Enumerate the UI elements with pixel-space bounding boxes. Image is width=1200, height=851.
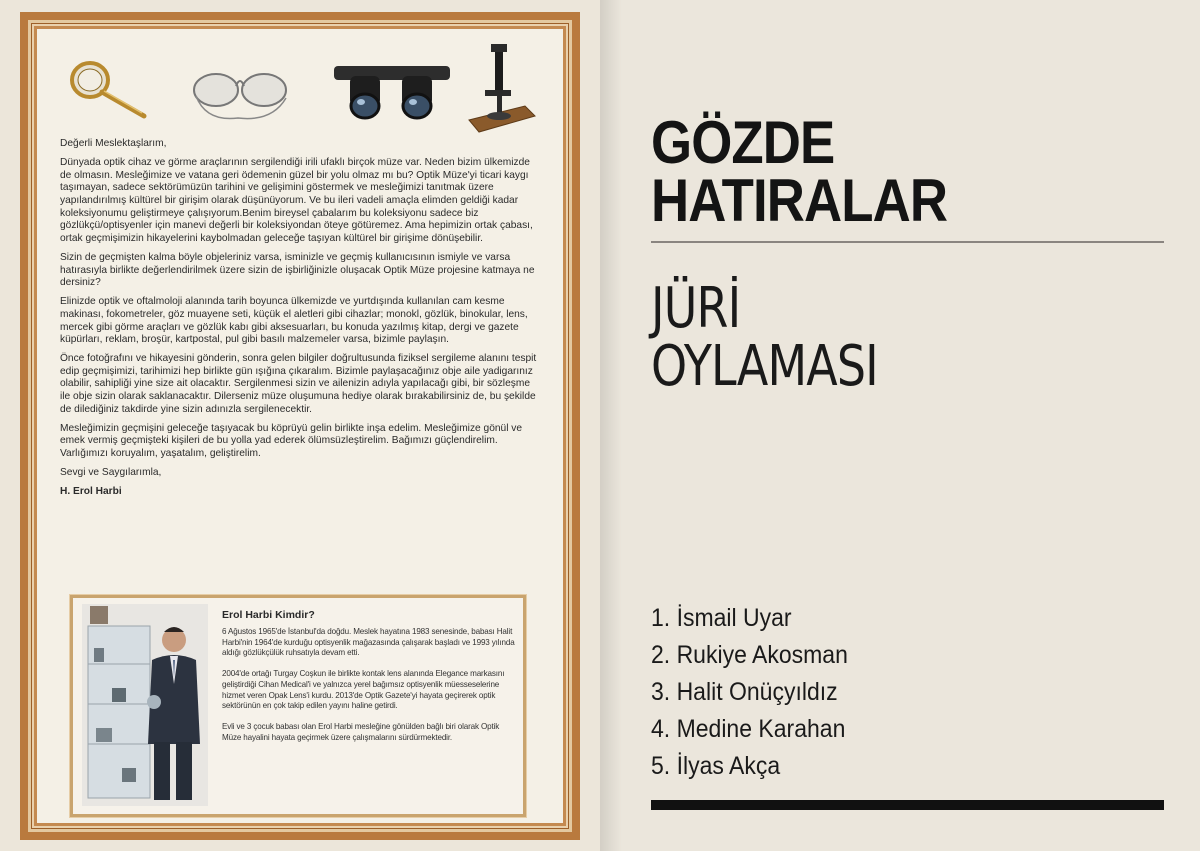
letter-paragraph: Önce fotoğrafını ve hikayesini gönderin, sonra gelen bilgiler doğrultusunda fiziksel sergileme alanını tespit edip geçmişimizi, tarihimizi hep birlikte gün ışığına çıkaralım. Bizimle paylaşacağınız obje aile yadigarınız olabilir, sahipliği yine size ait olacaktır. Sergilenmesi sizin ve ailenizin adıyla yapılacağı gibi, bir sözleşme ile obje sizin olarak saklanacaktır. Dilerseniz müze oluşumuna hediye olarak bırakabilirsiniz de, bu şekilde de dilediğiniz takdirde yine sizin adınızla sergilenecektir. xyxy=(60,353,537,415)
divider xyxy=(651,241,1164,243)
binocular-loupe-illustration xyxy=(332,62,452,122)
bottom-bar xyxy=(651,800,1164,810)
bio-title: Erol Harbi Kimdir? xyxy=(222,609,315,621)
bio-paragraph: 2004'de ortağı Turgay Coşkun ile birlikte kontak lens alanında Elegance markasını geliştirdiği Cihan Medical'i ve yalnızca yerel bağımsız optisyenlik müesseselerine hizmet veren Opak Lens'i kurdu. 2013'de Optik Gazete'yi hayata geçirerek optik sektörünün en çok takip edilen yayını haline getirdi. xyxy=(222,669,505,711)
letter-body xyxy=(60,138,542,506)
heading-line: OYLAMASI xyxy=(651,334,878,399)
page-fold-shadow xyxy=(600,0,622,851)
bio-paragraph: Evli ve 3 çocuk babası olan Erol Harbi mesleğine gönülden bağlı biri olarak Optik Müze hayalini hayata geçirmek üzere çalışmalarını sürdürmektedir. xyxy=(222,722,500,742)
pince-nez-illustration xyxy=(186,60,296,126)
title-line: HATIRALAR xyxy=(651,167,948,234)
page-title xyxy=(651,109,948,234)
bio-text xyxy=(222,627,518,754)
heading-line: JÜRİ xyxy=(651,276,741,341)
list-item: 1. İsmail Uyar xyxy=(651,604,792,632)
bio-paragraph: 6 Ağustos 1965'de İstanbul'da doğdu. Meslek hayatına 1983 senesinde, babası Halit Harbi'nin 1964'de kurduğu optisyenlik mağazasında çalışarak başladı ve 1993 yılında aldığı gözlükçülük ruhsatıyla devam etti. xyxy=(222,627,515,658)
lorgnette-illustration xyxy=(68,58,150,120)
microscope-illustration xyxy=(465,42,537,136)
letter-paragraph: Elinizde optik ve oftalmoloji alanında tarih boyunca ülkemizde ve yurtdışında kullanılan cam kesme makinası, fokometreler, göz muayene seti, küçük el aletleri gibi cihazlar; monokl, gözlük, binokular, lens, mercek gibi görme araçları ve gözlük kabı gibi aksesuarları, bu konuda yazılmış kitap, dergi ve gazete küpürları, reklam, broşür, kartpostal, pul gibi basılı malzemeler varsa, bizimle paylaşın. xyxy=(60,296,528,346)
list-item: 4. Medine Karahan xyxy=(651,715,846,743)
letter-greeting: Değerli Meslektaşlarım, xyxy=(60,138,167,149)
list-item: 2. Rukiye Akosman xyxy=(651,641,848,669)
list-item: 3. Halit Onüçyıldız xyxy=(651,678,838,706)
letter-closing: Sevgi ve Saygılarımla, xyxy=(60,467,162,479)
section-heading xyxy=(651,276,878,399)
jury-list xyxy=(651,600,848,785)
optical-artifacts-strip xyxy=(60,40,540,136)
letter-signature: H. Erol Harbi xyxy=(60,486,122,498)
list-item: 5. İlyas Akça xyxy=(651,752,781,780)
title-line: GÖZDE xyxy=(651,109,835,176)
portrait-photo xyxy=(82,604,208,806)
letter-paragraph: Sizin de geçmişten kalma böyle objeleriniz varsa, isminizle ve geçmiş kullanıcısının ismiyle ve varsa hatırasıyla birlikte değerlendirilmek üzere sizin de işbirliğinizle oluşacak Optik Müze projesine katmaya ne dersiniz? xyxy=(60,251,535,289)
letter-paragraph: Dünyada optik cihaz ve görme araçlarının sergilendiği irili ufaklı birçok müze var. Neden bizim ülkemizde de olmasın. Mesleğimize ve vatana geri ödemenin güzel bir yolu olmaz mı bu? Optik Müze'yi ticari kaygı taşımayan, sadece sektörümüzün tarihini ve gelişimini göstermek ve mesleğimizi tanıtmak üzere yapılandırılmış kültürel bir girişim olarak düşünüyorum. Ve bu ileri vadeli amaçla elimden geldiği kadar koleksiyonumu geliştirmeye çalışıyorum.Benim bireysel çabalarım bu koleksiyonu sadece biz gözlükçü/optisyenler için manevi değerli bir koleksiyondan öteye götüremez. Ama hepimizin ortak çabası, ortak geçmişimizin hikayelerini kaybolmadan geleceğe taşıyan kültürel bir girişime dönüşebilir. xyxy=(60,157,533,244)
letter-paragraph: Mesleğimizin geçmişini geleceğe taşıyacak bu köprüyü gelin birlikte inşa edelim. Mesleğimize gönül ve emek vermiş geçmişteki kişileri de bu yolla yad ederek ölümsüzleştirelim. Bağımızı güçlendirelim. Varlığımızı koruyalım, yaşatalım, geliştirelim. xyxy=(60,422,523,460)
